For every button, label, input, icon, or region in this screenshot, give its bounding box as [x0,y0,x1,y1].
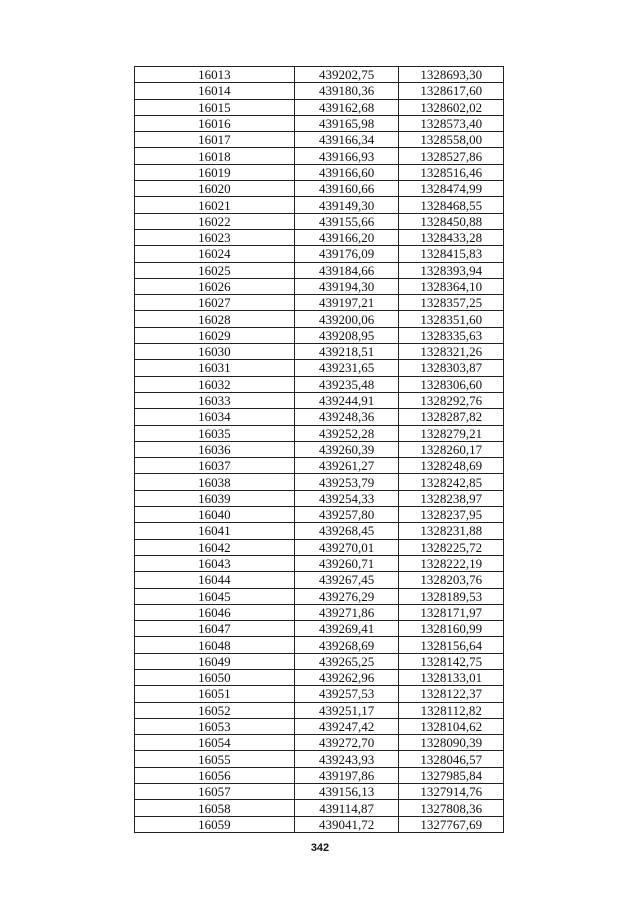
y-coordinate-cell: 1328306,60 [399,376,504,392]
table-row [135,458,504,474]
table-row [135,83,504,99]
y-coordinate-cell: 1328393,94 [399,262,504,278]
point-id-cell: 16034 [135,409,295,425]
x-coordinate-cell: 439197,86 [294,767,399,783]
y-coordinate-cell: 1328357,25 [399,295,504,311]
y-coordinate-cell: 1328527,86 [399,148,504,164]
table-row [135,392,504,408]
x-coordinate-cell: 439208,95 [294,327,399,343]
table-row [135,604,504,620]
point-id-cell: 16030 [135,344,295,360]
x-coordinate-cell: 439268,45 [294,523,399,539]
point-id-cell: 16043 [135,555,295,571]
x-coordinate-cell: 439265,25 [294,653,399,669]
table-row [135,278,504,294]
y-coordinate-cell: 1328237,95 [399,507,504,523]
point-id-cell: 16052 [135,702,295,718]
x-coordinate-cell: 439261,27 [294,458,399,474]
table-row [135,295,504,311]
table-row [135,637,504,653]
y-coordinate-cell: 1328617,60 [399,83,504,99]
table-row [135,816,504,832]
y-coordinate-cell: 1328573,40 [399,115,504,131]
x-coordinate-cell: 439165,98 [294,115,399,131]
point-id-cell: 16049 [135,653,295,669]
x-coordinate-cell: 439162,68 [294,99,399,115]
x-coordinate-cell: 439166,93 [294,148,399,164]
point-id-cell: 16046 [135,604,295,620]
point-id-cell: 16033 [135,392,295,408]
point-id-cell: 16038 [135,474,295,490]
x-coordinate-cell: 439041,72 [294,816,399,832]
point-id-cell: 16039 [135,490,295,506]
x-coordinate-cell: 439176,09 [294,246,399,262]
x-coordinate-cell: 439200,06 [294,311,399,327]
table-row [135,702,504,718]
table-row [135,425,504,441]
y-coordinate-cell: 1328248,69 [399,458,504,474]
y-coordinate-cell: 1328303,87 [399,360,504,376]
x-coordinate-cell: 439253,79 [294,474,399,490]
point-id-cell: 16042 [135,539,295,555]
x-coordinate-cell: 439184,66 [294,262,399,278]
x-coordinate-cell: 439272,70 [294,735,399,751]
table-row [135,262,504,278]
table-row [135,311,504,327]
table-row [135,523,504,539]
point-id-cell: 16041 [135,523,295,539]
table-row [135,376,504,392]
point-id-cell: 16040 [135,507,295,523]
x-coordinate-cell: 439271,86 [294,604,399,620]
y-coordinate-cell: 1327808,36 [399,800,504,816]
x-coordinate-cell: 439218,51 [294,344,399,360]
y-coordinate-cell: 1328558,00 [399,132,504,148]
y-coordinate-cell: 1328112,82 [399,702,504,718]
table-row [135,327,504,343]
x-coordinate-cell: 439260,71 [294,555,399,571]
point-id-cell: 16024 [135,246,295,262]
y-coordinate-cell: 1328104,62 [399,718,504,734]
table-row [135,572,504,588]
point-id-cell: 16045 [135,588,295,604]
x-coordinate-cell: 439269,41 [294,621,399,637]
point-id-cell: 16036 [135,441,295,457]
point-id-cell: 16047 [135,621,295,637]
table-row [135,344,504,360]
x-coordinate-cell: 439247,42 [294,718,399,734]
y-coordinate-cell: 1328693,30 [399,67,504,83]
table-row [135,246,504,262]
point-id-cell: 16020 [135,181,295,197]
table-row [135,132,504,148]
point-id-cell: 16058 [135,800,295,816]
table-row [135,490,504,506]
x-coordinate-cell: 439251,17 [294,702,399,718]
point-id-cell: 16017 [135,132,295,148]
y-coordinate-cell: 1327914,76 [399,784,504,800]
x-coordinate-cell: 439160,66 [294,181,399,197]
y-coordinate-cell: 1328468,55 [399,197,504,213]
x-coordinate-cell: 439262,96 [294,669,399,685]
x-coordinate-cell: 439180,36 [294,83,399,99]
table-row [135,539,504,555]
y-coordinate-cell: 1328171,97 [399,604,504,620]
point-id-cell: 16035 [135,425,295,441]
table-row [135,229,504,245]
point-id-cell: 16027 [135,295,295,311]
x-coordinate-cell: 439166,34 [294,132,399,148]
y-coordinate-cell: 1328335,63 [399,327,504,343]
table-row [135,555,504,571]
x-coordinate-cell: 439235,48 [294,376,399,392]
point-id-cell: 16037 [135,458,295,474]
y-coordinate-cell: 1328189,53 [399,588,504,604]
table-row [135,735,504,751]
y-coordinate-cell: 1328242,85 [399,474,504,490]
y-coordinate-cell: 1328238,97 [399,490,504,506]
point-id-cell: 16048 [135,637,295,653]
x-coordinate-cell: 439149,30 [294,197,399,213]
y-coordinate-cell: 1328203,76 [399,572,504,588]
y-coordinate-cell: 1328287,82 [399,409,504,425]
x-coordinate-cell: 439257,80 [294,507,399,523]
table-row [135,197,504,213]
y-coordinate-cell: 1328142,75 [399,653,504,669]
table-row [135,148,504,164]
point-id-cell: 16050 [135,669,295,685]
point-id-cell: 16021 [135,197,295,213]
y-coordinate-cell: 1328260,17 [399,441,504,457]
table-row [135,164,504,180]
point-id-cell: 16055 [135,751,295,767]
y-coordinate-cell: 1328364,10 [399,278,504,294]
point-id-cell: 16028 [135,311,295,327]
y-coordinate-cell: 1328156,64 [399,637,504,653]
y-coordinate-cell: 1328231,88 [399,523,504,539]
point-id-cell: 16057 [135,784,295,800]
table-row [135,718,504,734]
y-coordinate-cell: 1327985,84 [399,767,504,783]
x-coordinate-cell: 439166,60 [294,164,399,180]
point-id-cell: 16019 [135,164,295,180]
y-coordinate-cell: 1328090,39 [399,735,504,751]
table-row [135,99,504,115]
point-id-cell: 16015 [135,99,295,115]
y-coordinate-cell: 1328133,01 [399,669,504,685]
y-coordinate-cell: 1328351,60 [399,311,504,327]
point-id-cell: 16051 [135,686,295,702]
table-row [135,474,504,490]
y-coordinate-cell: 1328279,21 [399,425,504,441]
point-id-cell: 16023 [135,229,295,245]
table-row [135,360,504,376]
x-coordinate-cell: 439276,29 [294,588,399,604]
table-row [135,507,504,523]
y-coordinate-cell: 1328433,28 [399,229,504,245]
x-coordinate-cell: 439248,36 [294,409,399,425]
table-row [135,800,504,816]
y-coordinate-cell: 1328474,99 [399,181,504,197]
table-row [135,115,504,131]
point-id-cell: 16054 [135,735,295,751]
point-id-cell: 16031 [135,360,295,376]
y-coordinate-cell: 1328450,88 [399,213,504,229]
point-id-cell: 16029 [135,327,295,343]
point-id-cell: 16016 [135,115,295,131]
x-coordinate-cell: 439156,13 [294,784,399,800]
x-coordinate-cell: 439114,87 [294,800,399,816]
point-id-cell: 16018 [135,148,295,164]
table-row [135,181,504,197]
point-id-cell: 16014 [135,83,295,99]
point-id-cell: 16032 [135,376,295,392]
table-row [135,767,504,783]
table-row [135,621,504,637]
y-coordinate-cell: 1328122,37 [399,686,504,702]
x-coordinate-cell: 439197,21 [294,295,399,311]
point-id-cell: 16044 [135,572,295,588]
y-coordinate-cell: 1328160,99 [399,621,504,637]
coordinates-table-body [135,67,504,833]
x-coordinate-cell: 439270,01 [294,539,399,555]
y-coordinate-cell: 1328602,02 [399,99,504,115]
table-row [135,441,504,457]
table-row [135,588,504,604]
x-coordinate-cell: 439243,93 [294,751,399,767]
x-coordinate-cell: 439260,39 [294,441,399,457]
y-coordinate-cell: 1327767,69 [399,816,504,832]
point-id-cell: 16013 [135,67,295,83]
table-row [135,409,504,425]
y-coordinate-cell: 1328046,57 [399,751,504,767]
y-coordinate-cell: 1328225,72 [399,539,504,555]
point-id-cell: 16026 [135,278,295,294]
table-row [135,784,504,800]
x-coordinate-cell: 439257,53 [294,686,399,702]
x-coordinate-cell: 439155,66 [294,213,399,229]
x-coordinate-cell: 439202,75 [294,67,399,83]
point-id-cell: 16022 [135,213,295,229]
y-coordinate-cell: 1328321,26 [399,344,504,360]
table-row [135,669,504,685]
y-coordinate-cell: 1328516,46 [399,164,504,180]
y-coordinate-cell: 1328415,83 [399,246,504,262]
table-row [135,67,504,83]
x-coordinate-cell: 439252,28 [294,425,399,441]
point-id-cell: 16053 [135,718,295,734]
point-id-cell: 16059 [135,816,295,832]
x-coordinate-cell: 439268,69 [294,637,399,653]
page-number: 342 [310,842,330,854]
y-coordinate-cell: 1328222,19 [399,555,504,571]
y-coordinate-cell: 1328292,76 [399,392,504,408]
x-coordinate-cell: 439267,45 [294,572,399,588]
table-row [135,686,504,702]
x-coordinate-cell: 439254,33 [294,490,399,506]
x-coordinate-cell: 439231,65 [294,360,399,376]
x-coordinate-cell: 439244,91 [294,392,399,408]
coordinates-table [134,66,504,833]
table-row [135,751,504,767]
table-row [135,213,504,229]
x-coordinate-cell: 439194,30 [294,278,399,294]
table-row [135,653,504,669]
x-coordinate-cell: 439166,20 [294,229,399,245]
point-id-cell: 16056 [135,767,295,783]
point-id-cell: 16025 [135,262,295,278]
